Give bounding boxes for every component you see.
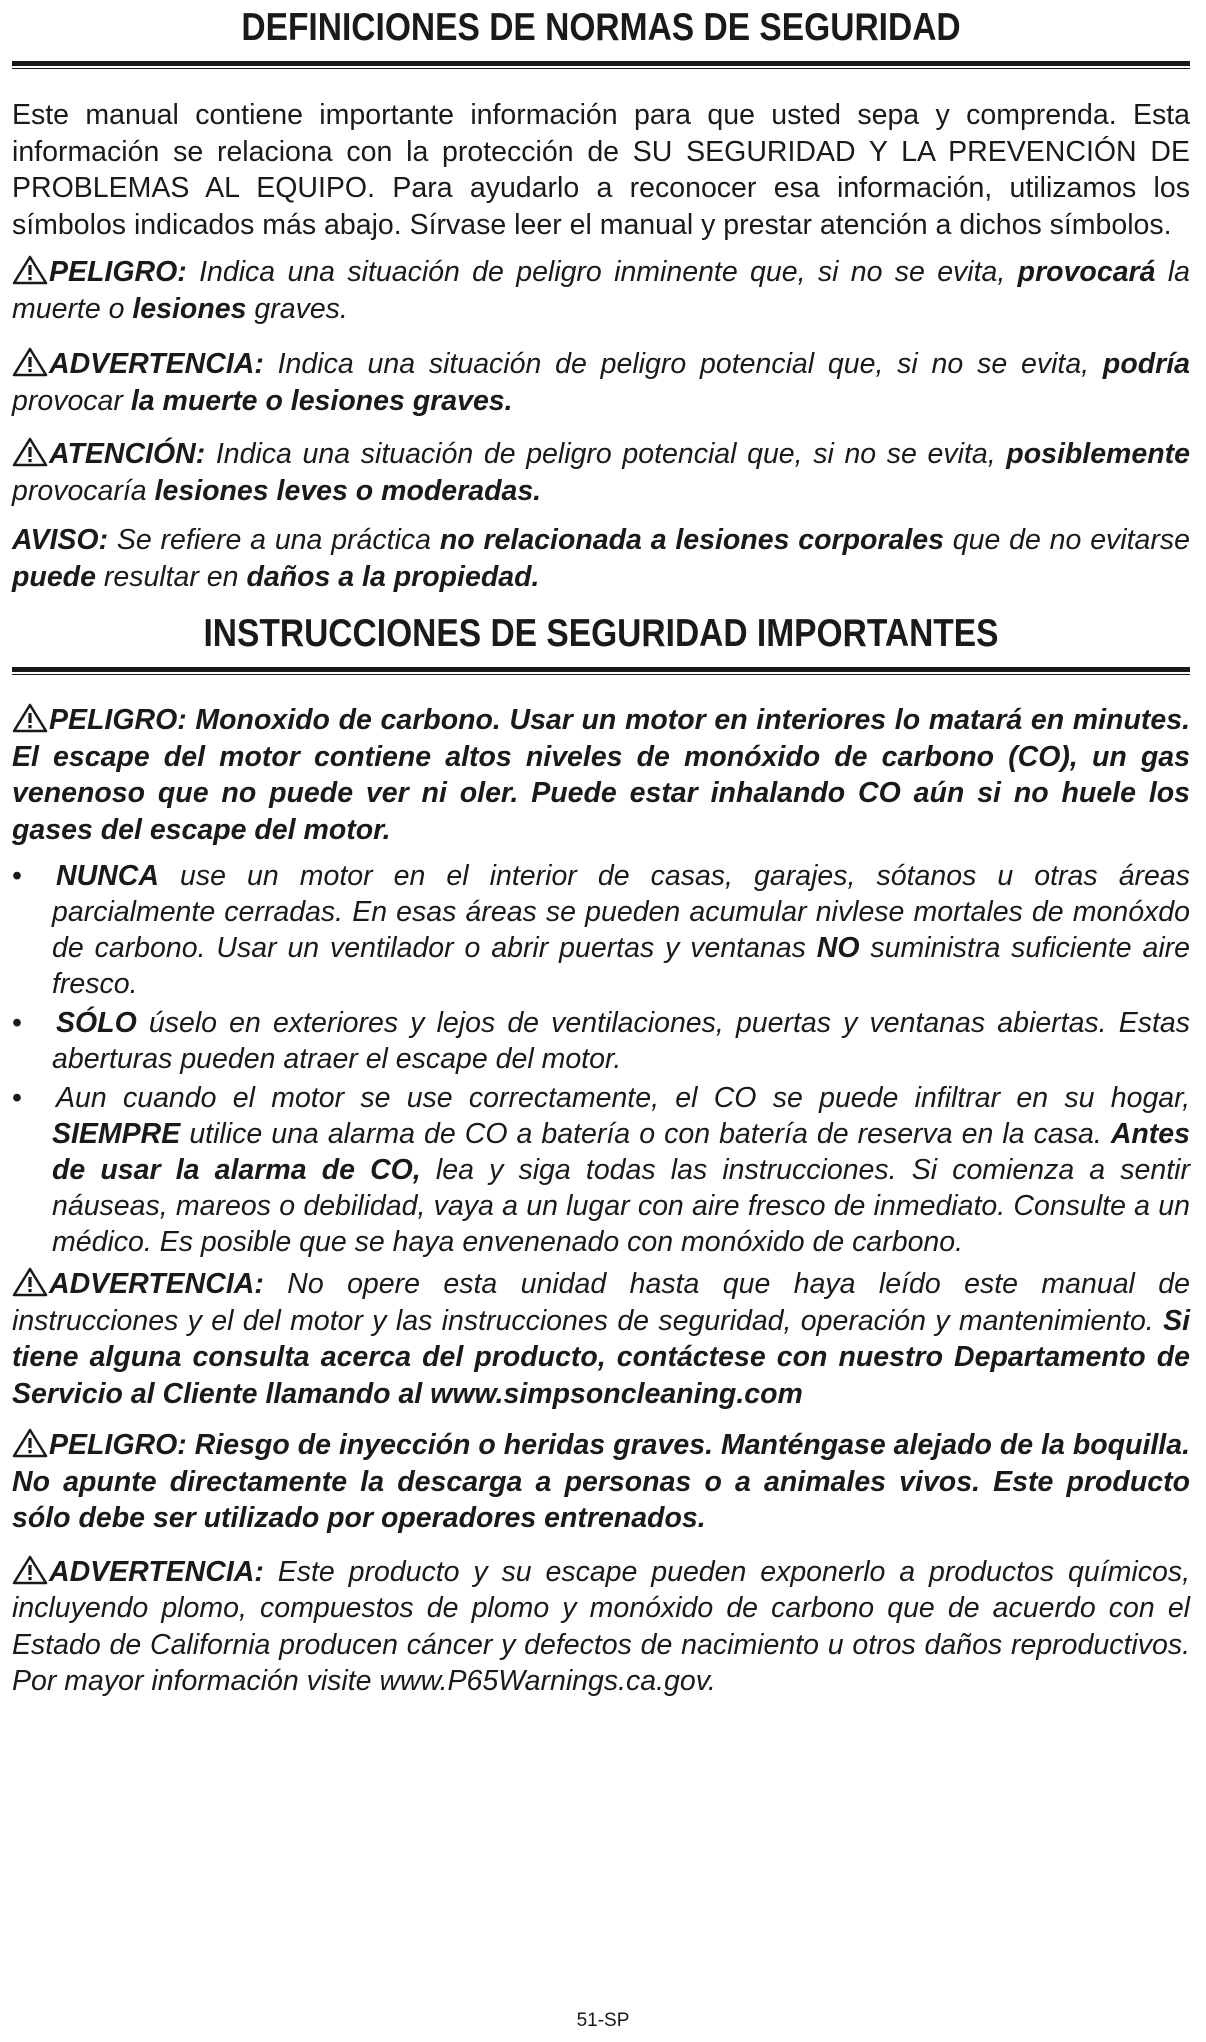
label-peligro: PELIGRO: [49,256,187,288]
text: la muerte o [12,256,1191,325]
peligro-inyeccion-text: PELIGRO: Riesgo de inyección o heridas graves. Manténgase alejado de la boquilla. No apunte directamente la descarga a personas o a animales vivos. Este producto sólo debe ser utilizado por operadores entrenados. [12,1429,1190,1534]
bullet-icon: • [12,860,22,892]
title-rule [12,667,1190,675]
document-page [12,0,1190,1700]
warning-triangle-icon [12,255,48,285]
emphasis: Si tiene alguna consulta acerca del producto, contáctese con nuestro Departamento de Servicio al Cliente llamando al www.simpsoncleaning.com [12,1304,1190,1410]
emphasis: provocará [1017,256,1156,288]
text: Indica una situación de peligro inminente que, si no se evita, [186,256,1018,288]
warning-triangle-icon [12,703,48,733]
emphasis: NUNCA [56,860,159,892]
list-item [12,858,1190,1002]
emphasis: la muerte o lesiones graves. [130,384,513,417]
label-atencion: ATENCIÓN: [49,438,206,470]
label-advertencia: ADVERTENCIA: [49,1268,264,1300]
text: resultar en [95,560,247,593]
emphasis: lesiones leves o moderadas. [154,474,542,507]
emphasis: SIEMPRE [52,1118,181,1150]
peligro-inyeccion [12,1427,1190,1537]
emphasis: Antes de usar la alarma de CO, [52,1118,1190,1186]
emphasis: SÓLO [56,1007,137,1039]
page-number: 51-SP [576,2010,630,2031]
label-advertencia: ADVERTENCIA: [49,1555,264,1588]
text: No opere esta unidad hasta que haya leído este manual de instrucciones y el del motor y las instrucciones de seguridad, operación y mantenimiento. [12,1268,1190,1337]
warning-triangle-icon [12,347,48,377]
section-title-instrucciones: INSTRUCCIONES DE SEGURIDAD IMPORTANTES [203,612,999,655]
def-aviso [12,522,1190,595]
advertencia-manual [12,1266,1190,1412]
text: utilice una alarma de CO a batería o con batería de reserva en la casa. [180,1118,1111,1150]
list-item [12,1080,1190,1260]
co-bullet-list [12,858,1190,1260]
emphasis: posiblemente [1006,438,1190,470]
emphasis: no relacionada a lesiones corporales [439,524,944,556]
text: use un motor en el interior de casas, garajes, sótanos u otras áreas parcialmente cerradas. En esas áreas se pueden acumular nivlese mortales de monóxdo de carbono. Usar un ventilador o abrir puertas y ventanas [52,860,1190,964]
def-advertencia [12,346,1190,419]
advertencia-prop65 [12,1554,1190,1700]
bullet-icon: • [12,1082,22,1114]
warning-triangle-icon [12,1267,48,1297]
text: provocaría [12,474,155,507]
emphasis: lesiones [132,292,247,325]
peligro-monoxido-text: PELIGRO: Monoxido de carbono. Usar un motor en interiores lo matará en minutes. El escape del motor contiene altos niveles de monóxido de carbono (CO), un gas venenoso que no puede ver ni oler. Puede estar inhalando CO aún si no huele los gases del escape del motor. [12,704,1190,846]
def-atencion [12,436,1190,509]
bullet-icon: • [12,1007,22,1039]
peligro-monoxido [12,702,1190,848]
text: Indica una situación de peligro potencial que, si no se evita, [205,438,1007,470]
text: Aun cuando el motor se use correctamente, el CO se puede infiltrar en su hogar, [56,1082,1190,1114]
text: que de no evitarse [943,524,1190,556]
text: lea y siga todas las instrucciones. Si comienza a sentir náuseas, mareos o debilidad, vaya a un lugar con aire fresco de inmediato. Consulte a un médico. Es posible que se haya envenenado con monóxido de carbono. [52,1154,1190,1258]
list-item [12,1005,1190,1077]
text: Indica una situación de peligro potencial que, si no se evita, [263,348,1103,380]
label-aviso: AVISO: [12,524,109,556]
title-rule [12,61,1190,69]
text: Se refiere a una práctica [108,524,440,556]
label-advertencia: ADVERTENCIA: [49,348,264,380]
text: Este producto y su escape pueden exponerlo a productos químicos, incluyendo plomo, compuestos de plomo y monóxido de carbono que de acuerdo con el Estado de California producen cáncer y defectos de nacimiento u otros daños reproductivos. Por mayor información visite www.P65Warnings.ca.gov. [12,1555,1190,1697]
emphasis: daños a la propiedad. [246,560,540,593]
text: graves. [246,292,348,325]
emphasis: podría [1102,348,1190,380]
warning-triangle-icon [12,1555,48,1585]
emphasis: NO [816,932,860,964]
text: suministra suficiente aire fresco. [52,932,1191,1000]
warning-triangle-icon [12,437,48,467]
text: provocar [12,384,131,417]
intro-paragraph: Este manual contiene importante información para que usted sepa y comprenda. Esta información se relaciona con la protección de SU SEGURIDAD Y LA PREVENCIÓN DE PROBLEMAS AL EQUIPO. Para ayudarlo a reconocer esa información, utilizamos los símbolos indicados más abajo. Sírvase leer el manual y prestar atención a dichos símbolos. [12,99,1190,241]
warning-triangle-icon [12,1428,48,1458]
section-title-definiciones: DEFINICIONES DE NORMAS DE SEGURIDAD [241,6,961,49]
emphasis: puede [12,560,96,593]
text: úselo en exteriores y lejos de ventilaciones, puertas y ventanas abiertas. Estas aberturas pueden atraer el escape del motor. [52,1007,1190,1075]
def-peligro [12,254,1190,327]
